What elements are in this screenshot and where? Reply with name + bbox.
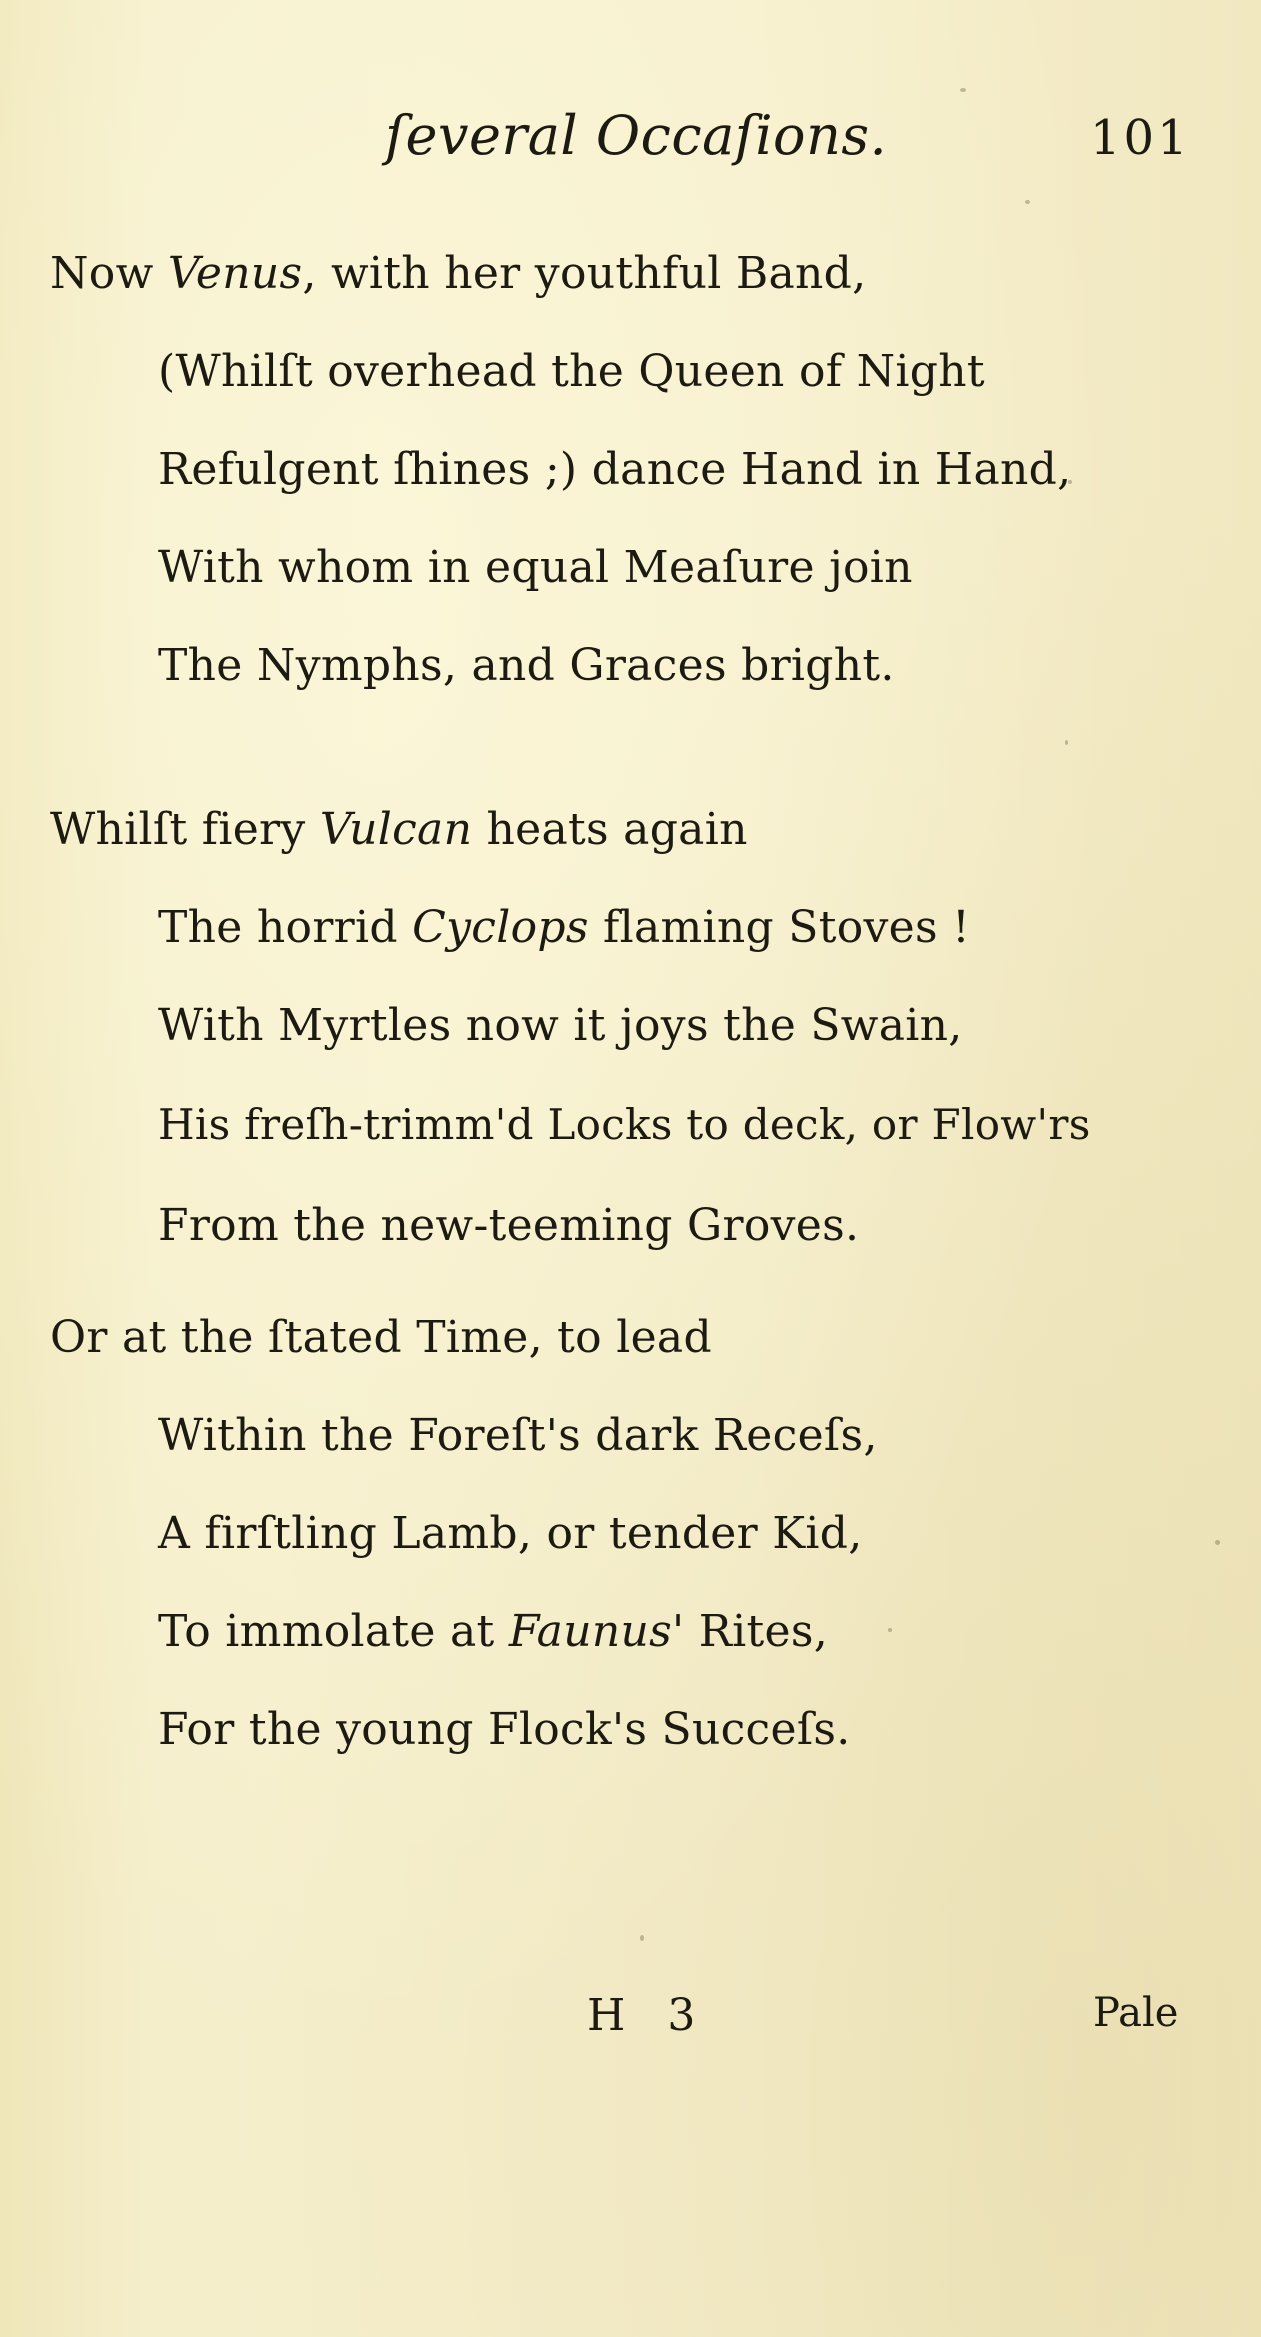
- poem-line: [158, 1606, 828, 1657]
- paper-speck: [1065, 740, 1068, 745]
- line-text: (Whilſt overhead the Queen of Night: [158, 346, 985, 397]
- poem-line: [158, 1508, 863, 1559]
- signature-mark: H 3: [587, 1990, 710, 2041]
- line-italic: Faunus': [508, 1606, 685, 1657]
- poem-line: [50, 804, 748, 855]
- line-text: Rites,: [684, 1606, 828, 1657]
- catchword: Pale: [1093, 1990, 1179, 2036]
- line-text: With Myrtles now it joys the Swain,: [158, 1000, 963, 1051]
- poem-line: [158, 542, 913, 593]
- poem-line: [158, 1100, 1091, 1149]
- poem-line: [158, 640, 895, 691]
- line-text: Or at the ſtated Time, to lead: [50, 1312, 712, 1363]
- running-head: ſeveral Occaſions.: [385, 104, 888, 167]
- poem-line: [50, 1312, 712, 1363]
- poem-line: [158, 1410, 878, 1461]
- poem-line: [158, 1200, 860, 1251]
- line-text: To immolate at: [158, 1606, 509, 1657]
- line-text: Refulgent ſhines ;) dance Hand in Hand,: [158, 444, 1072, 495]
- line-text: Whilſt fiery: [50, 804, 320, 855]
- poem-line: [50, 248, 867, 299]
- line-text: For the young Flock's Succeſs.: [158, 1704, 851, 1755]
- poem-line: [158, 1704, 851, 1755]
- poem-line: [158, 444, 1072, 495]
- line-italic: Venus: [167, 248, 303, 299]
- poem-line: [158, 1000, 963, 1051]
- poem-line: [158, 346, 985, 397]
- paper-speck: [888, 1628, 892, 1632]
- paper-speck: [640, 1935, 644, 1941]
- line-text: flaming Stoves !: [588, 902, 971, 953]
- line-text: From the new-teeming Groves.: [158, 1200, 860, 1251]
- line-text: With whom in equal Meaſure join: [158, 542, 913, 593]
- line-text: Within the Foreſt's dark Receſs,: [158, 1410, 878, 1461]
- line-text: heats again: [472, 804, 748, 855]
- line-text: The horrid: [158, 902, 413, 953]
- line-text: , with her youthful Band,: [302, 248, 867, 299]
- line-italic: Cyclops: [412, 902, 589, 953]
- line-text: A firſtling Lamb, or tender Kid,: [158, 1508, 863, 1559]
- line-text: Now: [50, 248, 168, 299]
- paper-speck: [1025, 200, 1030, 204]
- page-number: 101: [1090, 110, 1191, 166]
- paper-speck: [1068, 480, 1072, 484]
- paper-speck: [960, 88, 966, 92]
- line-text: His freſh-trimm'd Locks to deck, or Flow'rs: [158, 1100, 1091, 1149]
- line-italic: Vulcan: [319, 804, 473, 855]
- poem-line: [158, 902, 971, 953]
- paper-speck: [1215, 1540, 1220, 1545]
- line-text: The Nymphs, and Graces bright.: [158, 640, 895, 691]
